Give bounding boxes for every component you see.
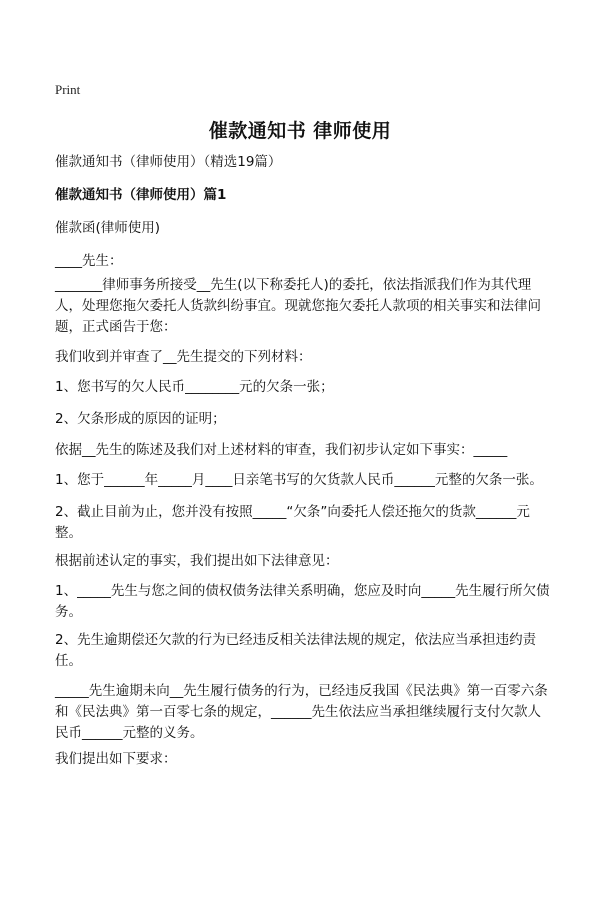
paragraph-material-2: 2、欠条形成的原因的证明； <box>55 411 226 427</box>
paragraph-material-1: 1、您书写的欠人民币________元的欠条一张； <box>55 379 334 395</box>
document-title: 催款通知书 律师使用 <box>208 120 392 142</box>
paragraph-opinion-intro: 根据前述认定的事实，我们提出如下法律意见： <box>55 553 339 569</box>
paragraph-materials: 我们收到并审查了__先生提交的下列材料： <box>55 349 312 365</box>
document-subtitle: 催款通知书（律师使用）（精选19篇） <box>55 154 282 170</box>
paragraph-letter-title: 催款函(律师使用) <box>55 220 161 236</box>
paragraph-obligation: _____先生逾期未向__先生履行债务的行为，已经违反我国《民法典》第一百零六条和《民法典》第一百零七条的规定，______先生依法应当承担继续履行支付欠款人民币______元整的义务。 <box>55 683 548 741</box>
paragraph-salutation: ____先生： <box>55 253 123 269</box>
paragraph-fact-2: 2、截止目前为止，您并没有按照_____“欠条”向委托人偿还拖欠的货款______元整。 <box>55 504 530 541</box>
paragraph-opinion-1: 1、_____先生与您之间的债权债务法律关系明确，您应及时向_____先生履行所欠债务。 <box>55 583 550 620</box>
paragraph-fact-1: 1、您于______年_____月____日亲笔书写的欠货款人民币______元整的欠条一张。 <box>55 472 543 488</box>
section-heading: 催款通知书（律师使用）篇1 <box>55 187 227 203</box>
print-link[interactable]: Print <box>55 82 81 97</box>
paragraph-intro: _______律师事务所接受__先生(以下称委托人)的委托，依法指派我们作为其代理人，处理您拖欠委托人货款纠纷事宜。现就您拖欠委托人款项的相关事实和法律问题，正式函告于您： <box>55 277 541 335</box>
paragraph-demands: 我们提出如下要求： <box>55 751 177 767</box>
paragraph-opinion-2: 2、先生逾期偿还欠款的行为已经违反相关法律法规的规定，依法应当承担违约责任。 <box>55 632 537 669</box>
paragraph-basis: 依据__先生的陈述及我们对上述材料的审查，我们初步认定如下事实：_____ <box>55 442 508 458</box>
